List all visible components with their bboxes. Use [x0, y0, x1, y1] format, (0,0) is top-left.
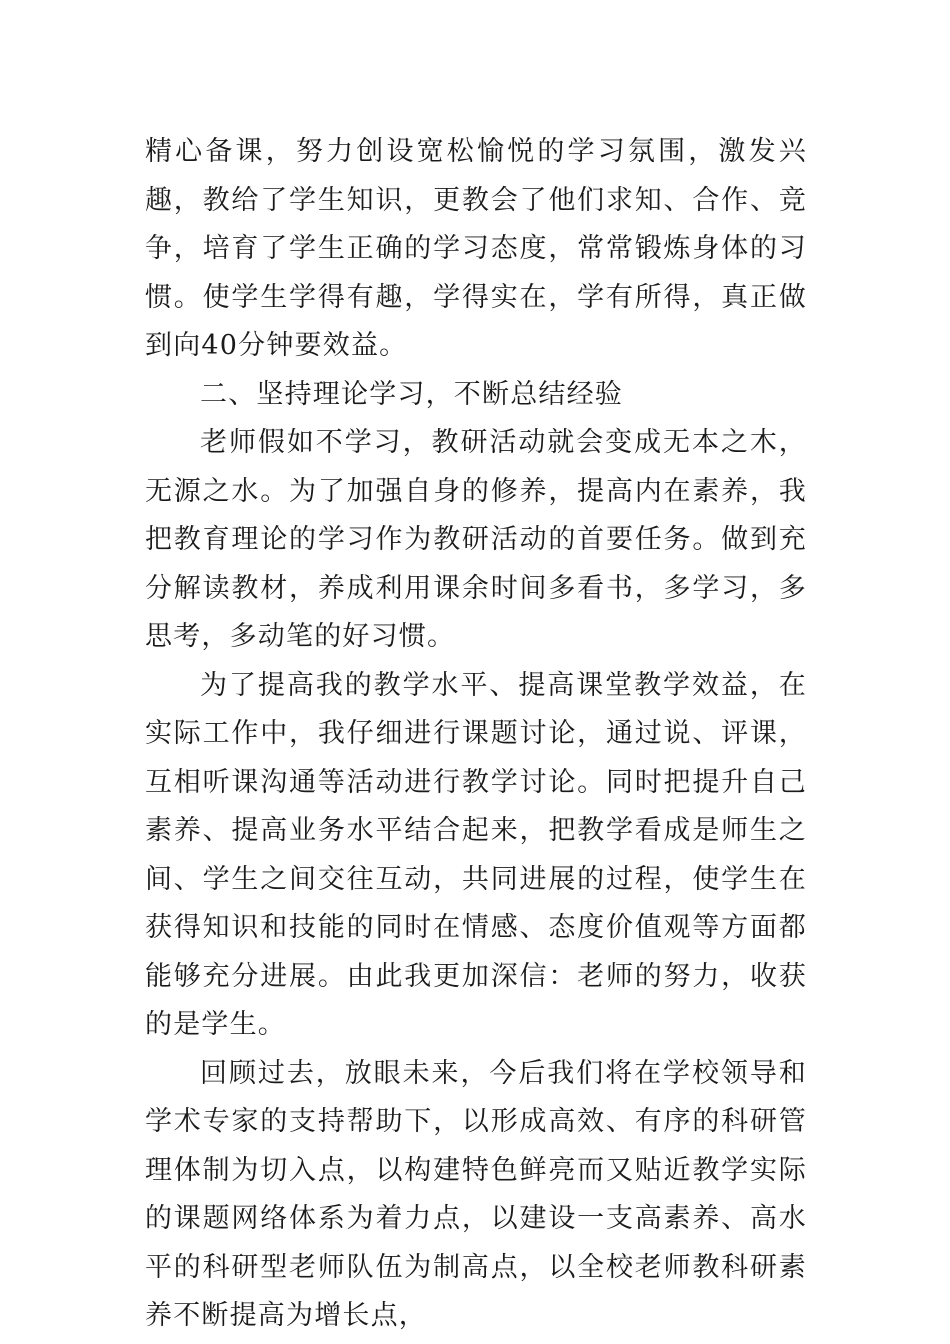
paragraph-teaching-improvement: 为了提高我的教学水平、提高课堂教学效益，在实际工作中，我仔细进行课题讨论，通过说、评课，互相听课沟通等活动进行教学讨论。同时把提升自己素养、提高业务水平结合起来，把教学看成是师生之间、学生之间交往互动，共同进展的过程，使学生在获得知识和技能的同时在情感、态度价值观等方面都能够充分进展。由此我更加深信：老师的努力，收获的是学生。 — [145, 669, 807, 1040]
section-heading: 二、坚持理论学习，不断总结经验 — [200, 378, 623, 410]
paragraph-continuation: 精心备课，努力创设宽松愉悦的学习氛围，激发兴趣，教给了学生知识，更教会了他们求知、合作、竞争，培育了学生正确的学习态度，常常锻炼身体的习惯。使学生学得有趣，学得实在，学有所得，真正做到向40分钟要效益。 — [145, 136, 807, 361]
paragraph-theory-study: 老师假如不学习，教研活动就会变成无本之木，无源之水。为了加强自身的修养，提高内在素养，我把教育理论的学习作为教研活动的首要任务。做到充分解读教材，养成利用课余时间多看书，多学习，多思考，多动笔的好习惯。 — [145, 427, 807, 652]
document-body — [145, 128, 807, 1341]
paragraph-future-outlook: 回顾过去，放眼未来，今后我们将在学校领导和学术专家的支持帮助下，以形成高效、有序的科研管理体制为切入点，以构建特色鲜亮而又贴近教学实际的课题网络体系为着力点，以建设一支高素养、高水平的科研型老师队伍为制高点，以全校老师教科研素养不断提高为增长点， — [145, 1057, 807, 1331]
